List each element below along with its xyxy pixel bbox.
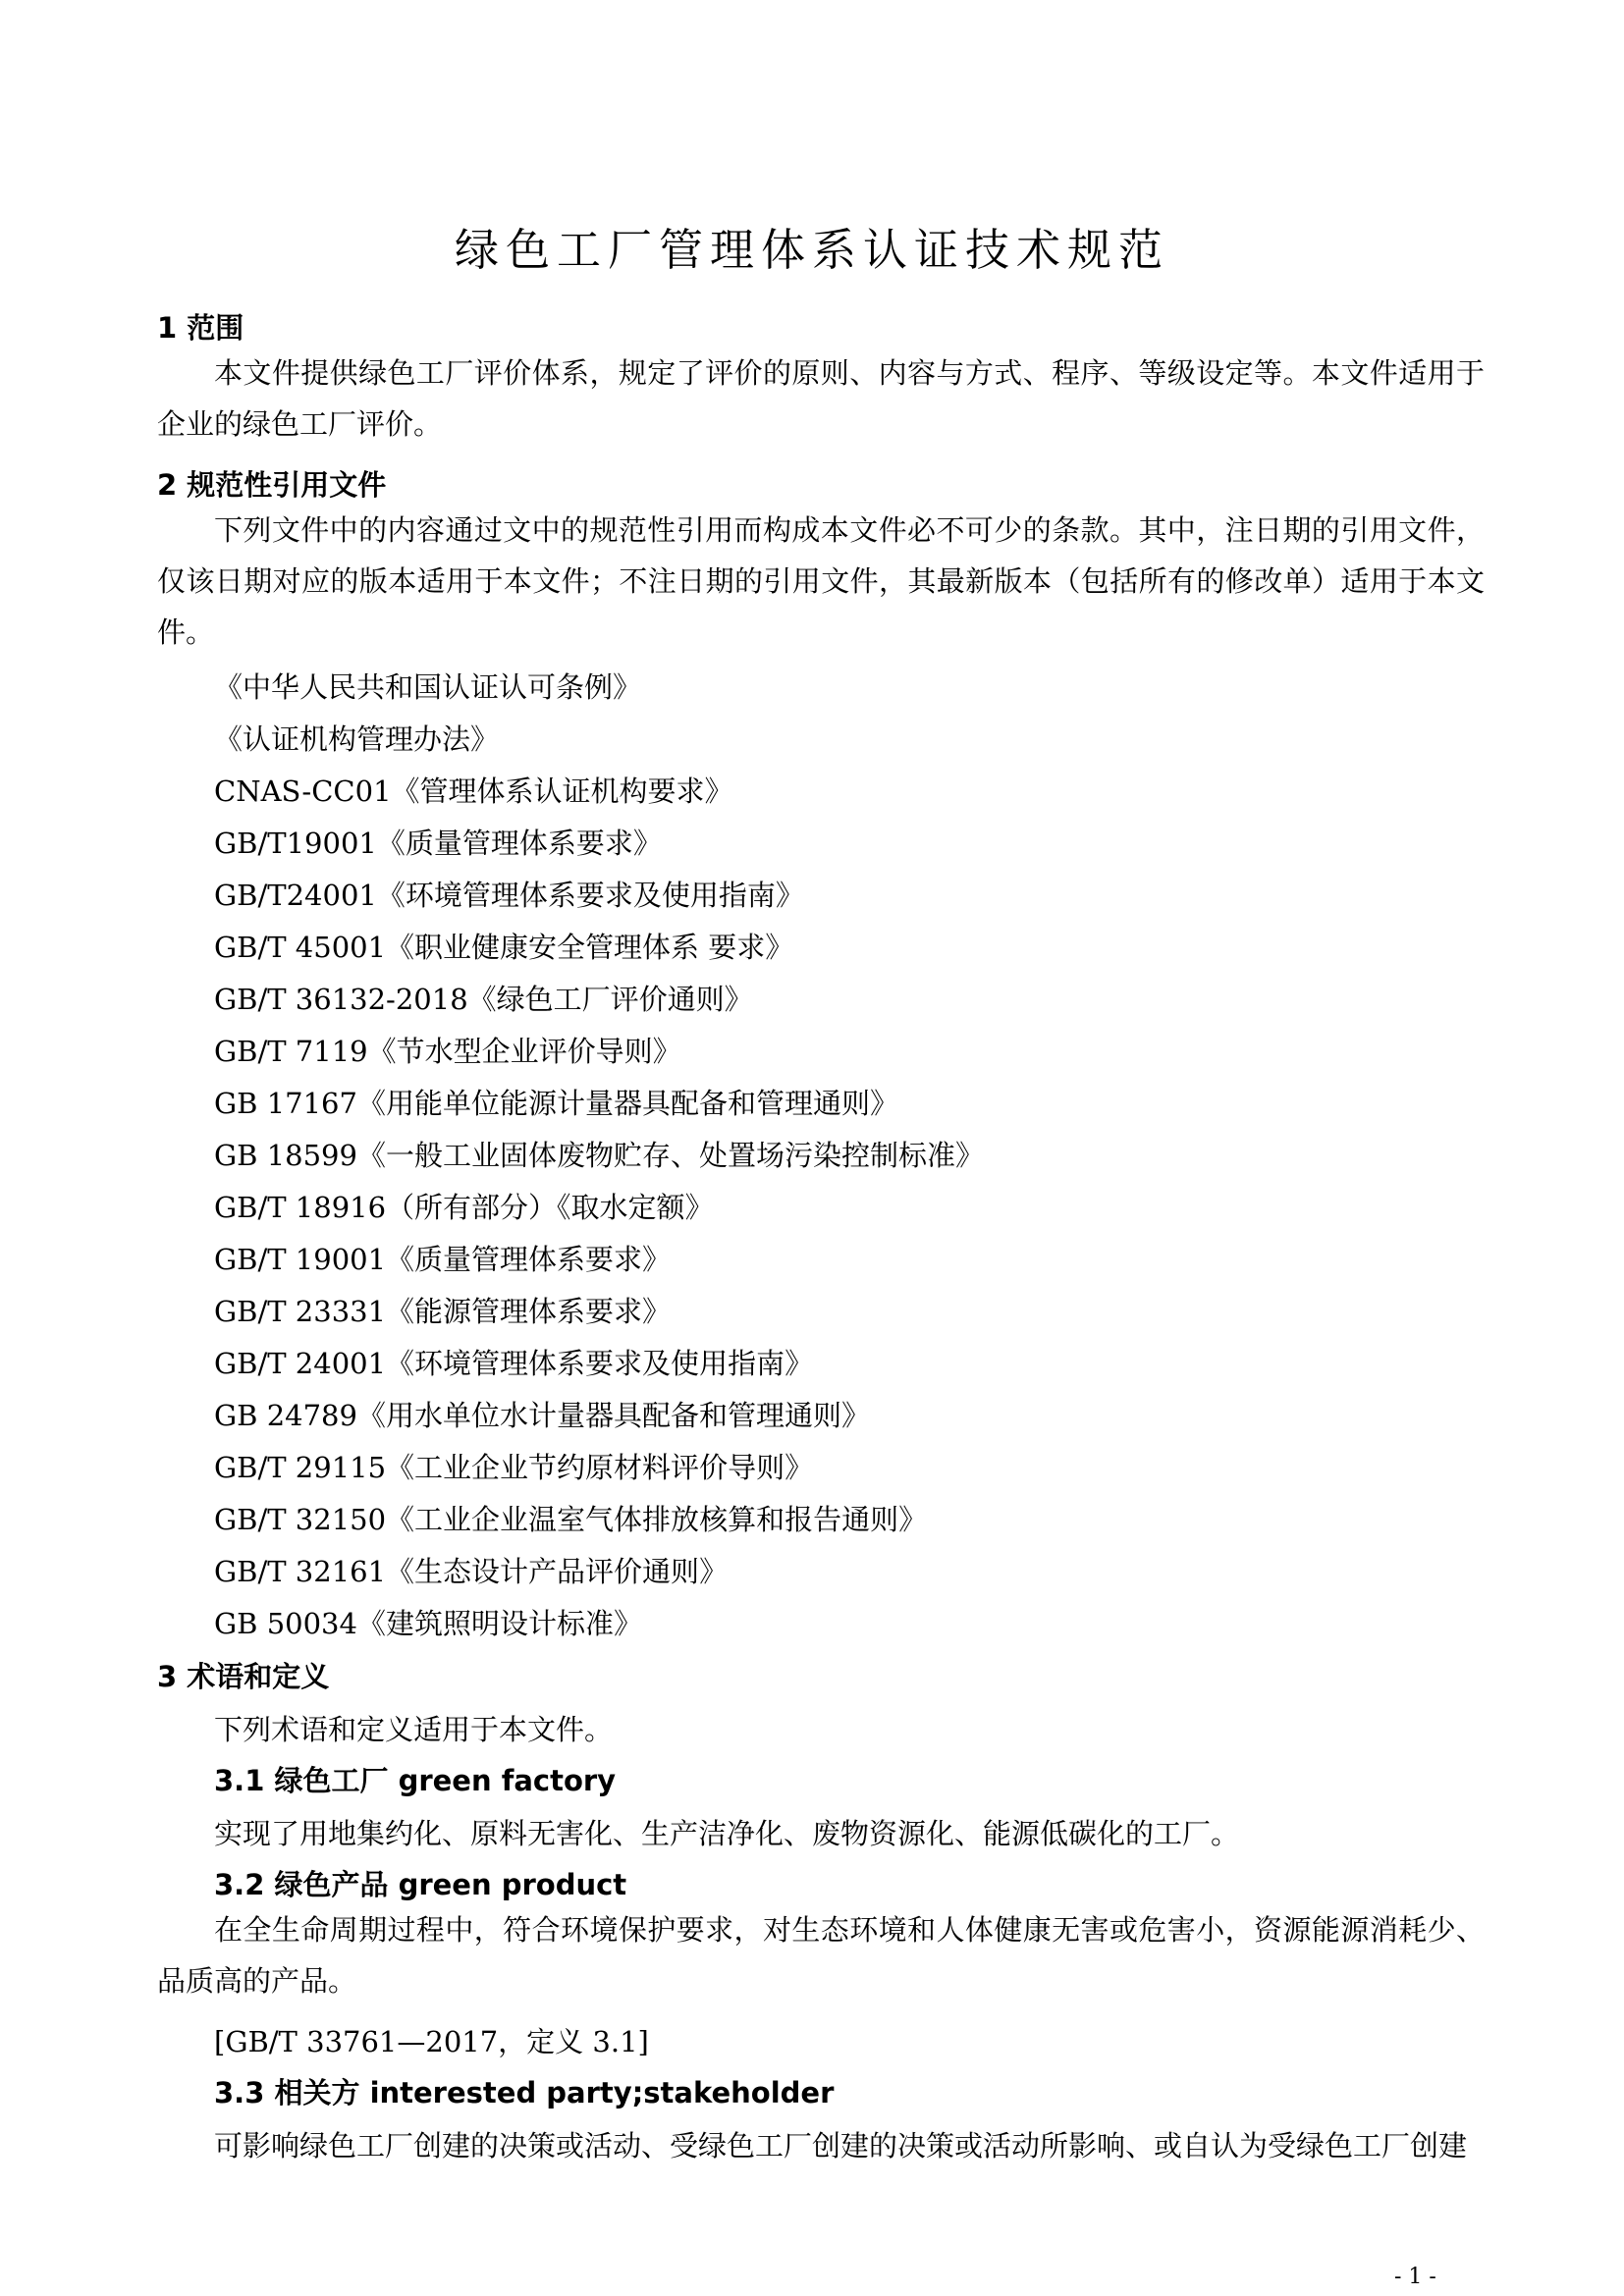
reference-item: GB/T 36132-2018《绿色工厂评价通则》 [214,983,753,1016]
document-title: 绿色工厂管理体系认证技术规范 [454,224,1169,276]
reference-item: GB/T 24001《环境管理体系要求及使用指南》 [214,1347,814,1380]
term-3-1-definition: 实现了用地集约化、原料无害化、生产洁净化、废物资源化、能源低碳化的工厂。 [214,1817,1240,1850]
term-3-3-definition: 可影响绿色工厂创建的决策或活动、受绿色工厂创建的决策或活动所影响、或自认为受绿色工厂创建 [214,2129,1468,2163]
reference-item: GB/T 45001《职业健康安全管理体系 要求》 [214,931,794,964]
reference-item: GB/T 32161《生态设计产品评价通则》 [214,1555,729,1588]
reference-item: GB 17167《用能单位能源计量器具配备和管理通则》 [214,1087,898,1120]
term-3-2-definition: 在全生命周期过程中，符合环境保护要求，对生态环境和人体健康无害或危害小，资源能源消耗少、品质高的产品。 [157,1913,1485,1998]
reference-item: GB/T 32150《工业企业温室气体排放核算和报告通则》 [214,1503,928,1536]
reference-item: GB 50034《建筑照明设计标准》 [214,1607,642,1640]
term-3-1-heading: 3.1 绿色工厂 green factory [214,1764,617,1797]
reference-item: 《认证机构管理办法》 [214,722,500,756]
term-3-2-heading: 3.2 绿色产品 green product [214,1868,627,1901]
reference-item: GB/T 29115《工业企业节约原材料评价导则》 [214,1451,814,1484]
reference-item: GB 24789《用水单位水计量器具配备和管理通则》 [214,1399,870,1432]
reference-item: GB/T24001《环境管理体系要求及使用指南》 [214,879,804,912]
term-3-2-source: [GB/T 33761—2017，定义 3.1] [214,2025,649,2058]
section-3-heading: 3 术语和定义 [157,1660,330,1693]
reference-item: CNAS-CC01《管理体系认证机构要求》 [214,774,733,808]
section-1-heading: 1 范围 [157,311,244,345]
section-3-intro: 下列术语和定义适用于本文件。 [214,1713,614,1746]
reference-item: GB 18599《一般工业固体废物贮存、处置场污染控制标准》 [214,1139,984,1172]
reference-item: GB/T 23331《能源管理体系要求》 [214,1295,672,1328]
reference-item: GB/T 7119《节水型企业评价导则》 [214,1035,681,1068]
reference-item: GB/T 18916（所有部分）《取水定额》 [214,1191,714,1224]
page-number: - 1 - [1394,2265,1436,2289]
section-2-heading: 2 规范性引用文件 [157,468,387,502]
section-1-paragraph: 本文件提供绿色工厂评价体系，规定了评价的原则、内容与方式、程序、等级设定等。本文件适用于企业的绿色工厂评价。 [157,356,1485,441]
section-2-paragraph: 下列文件中的内容通过文中的规范性引用而构成本文件必不可少的条款。其中，注日期的引用文件，仅该日期对应的版本适用于本文件；不注日期的引用文件，其最新版本（包括所有的修改单）适用于本文件。 [157,513,1485,649]
reference-item: GB/T 19001《质量管理体系要求》 [214,1243,672,1276]
term-3-3-heading: 3.3 相关方 interested party;stakeholder [214,2076,835,2109]
reference-item: GB/T19001《质量管理体系要求》 [214,827,662,860]
reference-item: 《中华人民共和国认证认可条例》 [214,670,642,704]
